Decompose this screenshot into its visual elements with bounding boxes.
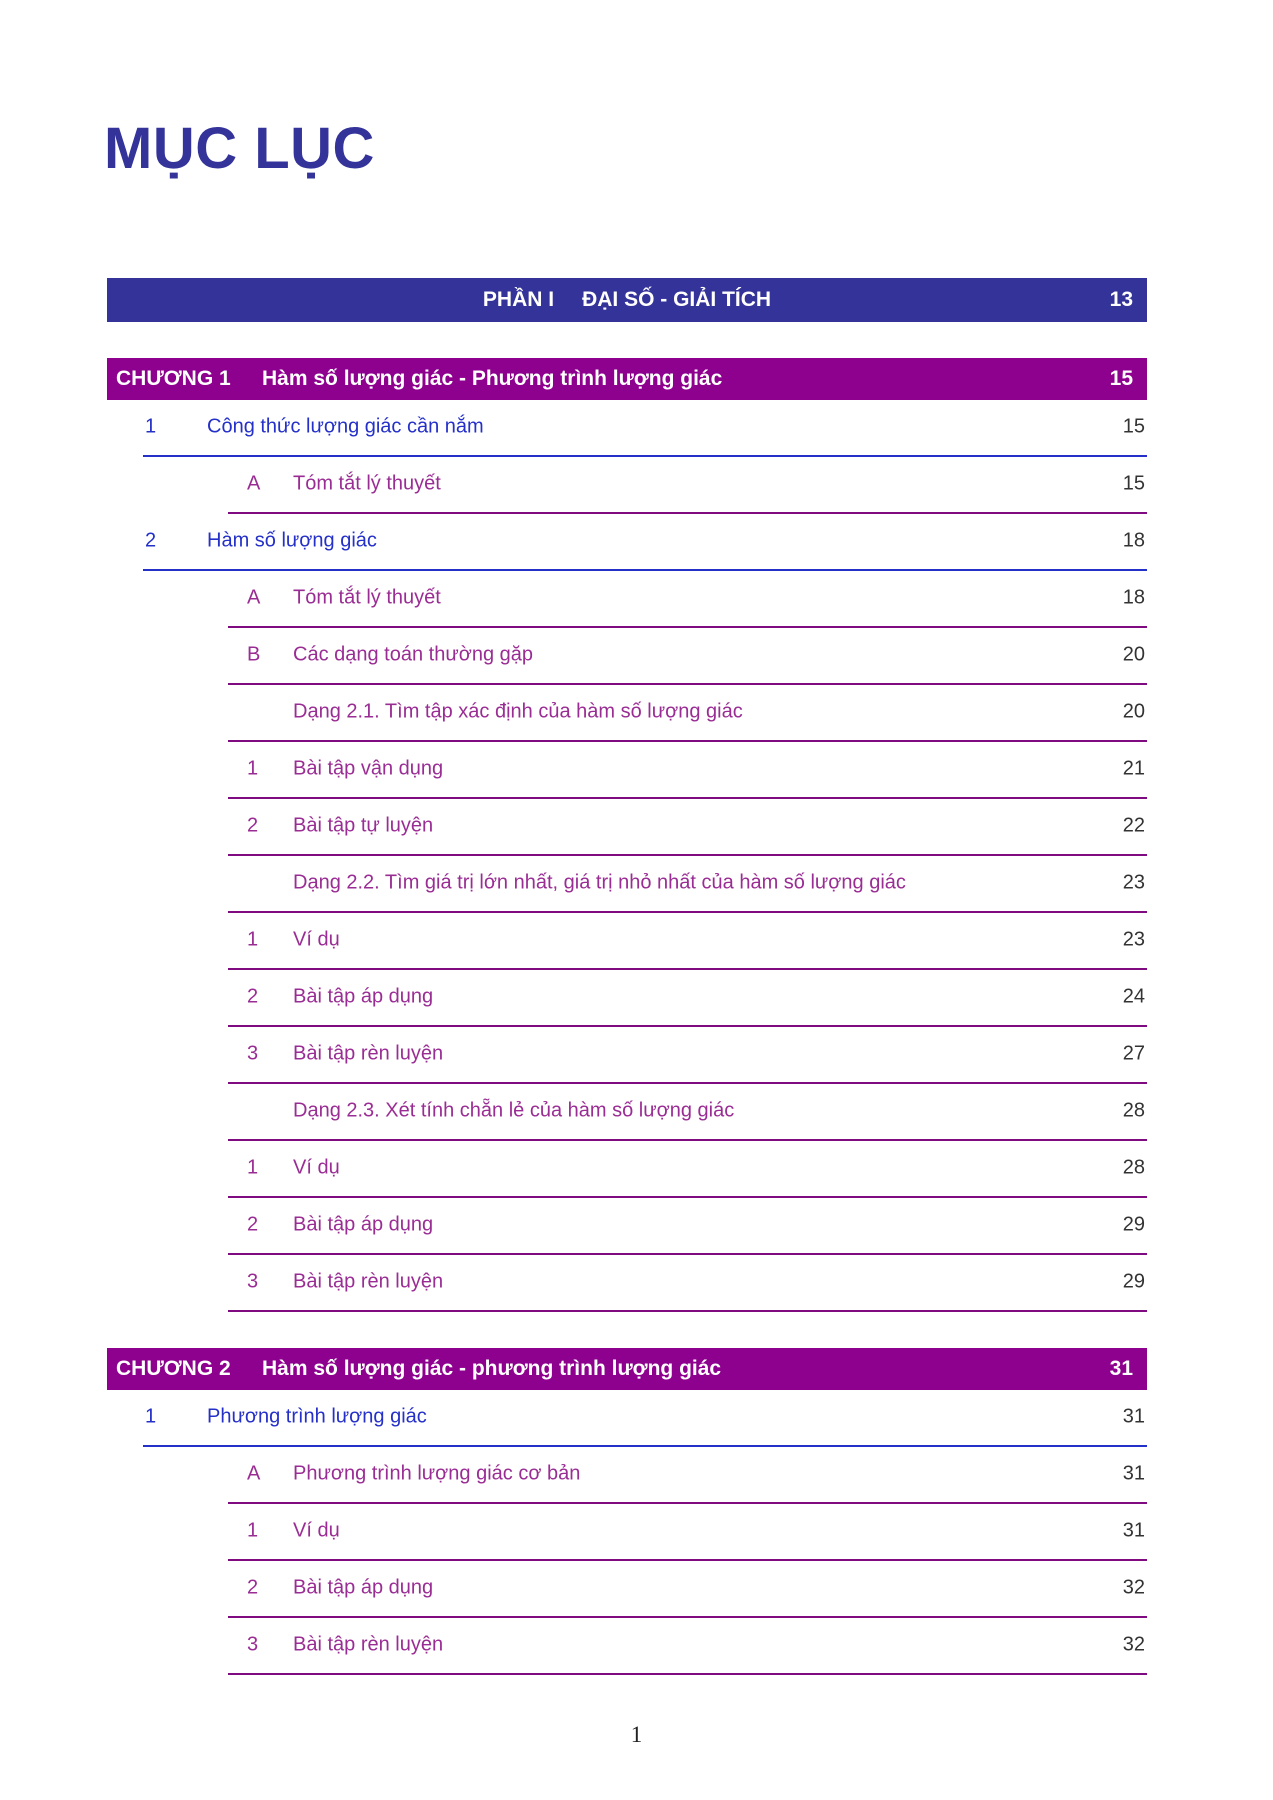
page-title: MỤC LỤC: [104, 116, 375, 181]
chapter-2-banner[interactable]: [107, 1348, 1147, 1390]
toc-row-title: Bài tập rèn luyện: [293, 1633, 444, 1656]
toc-row-title: Hàm số lượng giác: [207, 529, 377, 552]
chapter-2-label: CHƯƠNG 2: [116, 1357, 231, 1380]
chapter-2-title: Hàm số lượng giác - phương trình lượng giác: [262, 1357, 722, 1380]
toc-row-number: 3: [247, 1042, 259, 1065]
toc-row-number: 1: [247, 928, 259, 951]
toc-row-number: 1: [145, 415, 157, 438]
toc-row-page-number: 20: [1122, 700, 1145, 723]
chapter-2-page-number: 31: [1109, 1357, 1133, 1380]
chapter-1-toc-list: [107, 400, 1147, 1312]
toc-row-page-number: 23: [1122, 871, 1145, 894]
toc-row-page-number: 31: [1122, 1519, 1145, 1542]
toc-row-number: 1: [247, 1156, 259, 1179]
toc-row-page-number: 20: [1122, 643, 1145, 666]
toc-row-number: 2: [247, 985, 259, 1008]
toc-row-number: 1: [247, 1519, 259, 1542]
chapter-2-toc-list: [107, 1390, 1147, 1675]
toc-row-title: Bài tập rèn luyện: [293, 1042, 444, 1065]
toc-row-title: Bài tập vận dụng: [293, 757, 444, 780]
toc-row[interactable]: [107, 1198, 1147, 1255]
toc-row-number: 3: [247, 1270, 259, 1293]
toc-row-title: Bài tập áp dụng: [293, 985, 434, 1008]
toc-row-page-number: 28: [1122, 1156, 1145, 1179]
toc-row-number: 1: [247, 757, 259, 780]
toc-row-title: Ví dụ: [293, 1156, 340, 1179]
toc-row-title: Bài tập áp dụng: [293, 1576, 434, 1599]
toc-row-page-number: 27: [1122, 1042, 1145, 1065]
part-title: ĐẠI SỐ - GIẢI TÍCH: [582, 288, 772, 311]
toc-row[interactable]: [107, 1618, 1147, 1675]
toc-row-number: A: [247, 1462, 261, 1485]
toc-row-title: Các dạng toán thường gặp: [293, 643, 534, 666]
part-label: PHẦN I: [482, 288, 555, 311]
toc-row-page-number: 29: [1122, 1213, 1145, 1236]
footer-page-number: 1: [630, 1722, 643, 1747]
part-banner[interactable]: [107, 278, 1147, 322]
toc-row[interactable]: [107, 1084, 1147, 1141]
toc-row[interactable]: [107, 1447, 1147, 1504]
toc-row-title: Bài tập áp dụng: [293, 1213, 434, 1236]
toc-row-title: Phương trình lượng giác cơ bản: [293, 1462, 581, 1485]
toc-row-number: 2: [247, 814, 259, 837]
toc-row[interactable]: [107, 400, 1147, 457]
toc-row-page-number: 15: [1122, 415, 1145, 438]
toc-row-title: Bài tập tự luyện: [293, 814, 434, 837]
part-page-number: 13: [1109, 288, 1133, 311]
toc-row-number: 1: [145, 1405, 157, 1428]
toc-row[interactable]: [107, 913, 1147, 970]
toc-row-number: 3: [247, 1633, 259, 1656]
toc-row-page-number: 28: [1122, 1099, 1145, 1122]
toc-row-title: Ví dụ: [293, 1519, 340, 1542]
chapter-1-banner[interactable]: [107, 358, 1147, 400]
toc-row-page-number: 32: [1122, 1576, 1145, 1599]
toc-row[interactable]: [107, 970, 1147, 1027]
toc-row[interactable]: [107, 1561, 1147, 1618]
toc-row-number: B: [247, 643, 261, 666]
toc-row-page-number: 18: [1122, 529, 1145, 552]
toc-row-page-number: 32: [1122, 1633, 1145, 1656]
toc-row[interactable]: [107, 628, 1147, 685]
toc-row-number: 2: [247, 1213, 259, 1236]
toc-row-title: Ví dụ: [293, 928, 340, 951]
toc-row-title: Phương trình lượng giác: [207, 1405, 427, 1428]
toc-row-title: Dạng 2.2. Tìm giá trị lớn nhất, giá trị nhỏ nhất của hàm số lượng giác: [293, 871, 906, 894]
toc-row-number: A: [247, 586, 261, 609]
toc-row[interactable]: [107, 1390, 1147, 1447]
toc-row[interactable]: [107, 685, 1147, 742]
toc-row-page-number: 15: [1122, 472, 1145, 495]
toc-row-page-number: 21: [1122, 757, 1145, 780]
toc-row-page-number: 31: [1122, 1462, 1145, 1485]
toc-row-page-number: 23: [1122, 928, 1145, 951]
toc-row-title: Dạng 2.1. Tìm tập xác định của hàm số lượng giác: [293, 700, 743, 723]
toc-row[interactable]: [107, 1255, 1147, 1312]
toc-row[interactable]: [107, 799, 1147, 856]
toc-row-rule: [228, 1673, 1147, 1675]
toc-row-page-number: 24: [1122, 985, 1145, 1008]
toc-row[interactable]: [107, 571, 1147, 628]
toc-row-number: 2: [247, 1576, 259, 1599]
toc-row-number: A: [247, 472, 261, 495]
chapter-1-label: CHƯƠNG 1: [116, 367, 231, 390]
toc-row[interactable]: [107, 1141, 1147, 1198]
toc-row-number: 2: [145, 529, 157, 552]
toc-row[interactable]: [107, 457, 1147, 514]
toc-row-title: Công thức lượng giác cần nắm: [207, 415, 484, 438]
chapter-1-page-number: 15: [1109, 367, 1133, 390]
toc-row-rule: [228, 1310, 1147, 1312]
toc-row-page-number: 22: [1122, 814, 1145, 837]
toc-row[interactable]: [107, 1027, 1147, 1084]
toc-row-page-number: 29: [1122, 1270, 1145, 1293]
part-banner-text: [107, 288, 1147, 312]
toc-row-title: Tóm tắt lý thuyết: [293, 586, 441, 609]
toc-row-page-number: 18: [1122, 586, 1145, 609]
toc-row-title: Bài tập rèn luyện: [293, 1270, 444, 1293]
toc-row-page-number: 31: [1122, 1405, 1145, 1428]
toc-row[interactable]: [107, 514, 1147, 571]
toc-row-title: Dạng 2.3. Xét tính chẵn lẻ của hàm số lượng giác: [293, 1099, 735, 1122]
toc-row[interactable]: [107, 856, 1147, 913]
toc-row[interactable]: [107, 1504, 1147, 1561]
toc-row[interactable]: [107, 742, 1147, 799]
chapter-1-title: Hàm số lượng giác - Phương trình lượng giác: [262, 367, 723, 390]
toc-row-title: Tóm tắt lý thuyết: [293, 472, 441, 495]
